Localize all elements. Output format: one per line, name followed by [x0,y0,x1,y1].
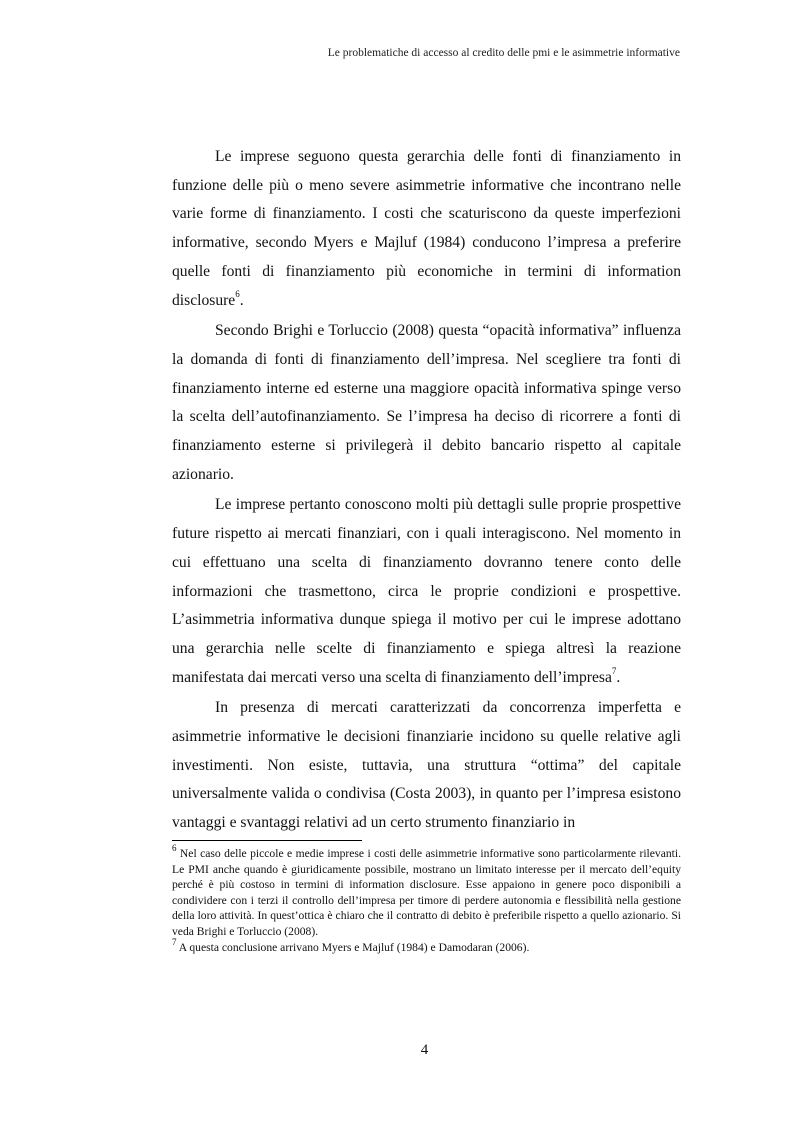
footnote-ref[interactable]: 6 [235,289,240,300]
paragraph [172,491,681,692]
footnote-ref[interactable]: 7 [611,666,617,677]
paragraph-text: Le imprese pertanto conoscono molti più dettagli sulle proprie prospettive future rispetto ai mercati finanziari, con i quali interagiscono. Nel momento in cui effettuano una scelta di finanziamento dovranno tenere conto delle informazioni che trasmettono, circa le proprie condizioni e prospettive. L’asimmetria informativa dunque spiega il motivo per cui le imprese adottano una gerarchia nelle scelte di finanziamento e spiega altresì la reazione manifestata dai mercati verso una scelta di finanziamento dell’impresa [172,496,681,686]
paragraph-text: Secondo Brighi e Torluccio (2008) questa “opacità informativa” influenza la domanda di fonti di finanziamento dell’impresa. Nel scegliere tra fonti di finanziamento interne ed esterne una maggiore opacità informativa spinge verso la scelta dell’autofinanziamento. Se l’impresa ha deciso di ricorrere a fonti di finanziamento esterne si privilegerà il debito bancario rispetto al capitale azionario. [172,322,681,483]
footnote [172,843,681,940]
paragraph [172,143,681,315]
page-number: 4 [420,1042,429,1058]
footnote-separator [172,840,362,841]
footnotes [172,843,681,955]
paragraph-text: In presenza di mercati caratterizzati da concorrenza imperfetta e asimmetrie informative le decisioni finanziarie incidono su quelle relative agli investimenti. Non esiste, tuttavia, una struttura “ottima” del capitale universalmente valida o condivisa (Costa 2003), in quanto per l’impresa esistono vantaggi e svantaggi relativi ad un certo strumento finanziario in [172,699,681,832]
footnote [172,936,681,956]
footnote-text: A questa conclusione arrivano Myers e Majluf (1984) e Damodaran (2006). [176,940,530,954]
running-header: Le problematiche di accesso al credito delle pmi e le asimmetrie informative [327,47,680,59]
footnote-text: Nel caso delle piccole e medie imprese i costi delle asimmetrie informative sono particolarmente rilevanti. Le PMI anche quando è giuridicamente possibile, mostrano un limitato interesse per il mercato dell’equity perché è più costoso in termini di information disclosure. Esse appaiono in genere poco disponibili a condividere con i terzi il controllo dell’impresa per timore di perdere autonomia e flessibilità nella gestione della loro attività. In quest’ottica è chiaro che il contratto di debito è preferibile rispetto a quello azionario. Si veda Brighi e Torluccio (2008). [172,847,681,938]
paragraph-text: Le imprese seguono questa gerarchia delle fonti di finanziamento in funzione delle più o meno severe asimmetrie informative che incontrano nelle varie forme di finanziamento. I costi che scaturiscono da queste imperfezioni informative, secondo Myers e Majluf (1984) conducono l’impresa a preferire quelle fonti di finanziamento più economiche in termini di information disclosure [172,148,681,309]
paragraph-end: . [239,291,244,309]
paragraph [172,317,681,489]
footnote-number: 7 [172,936,177,947]
footnote-number: 6 [172,843,177,854]
paragraph-end: . [616,668,621,686]
paragraph [172,694,681,838]
body-text [172,143,681,838]
